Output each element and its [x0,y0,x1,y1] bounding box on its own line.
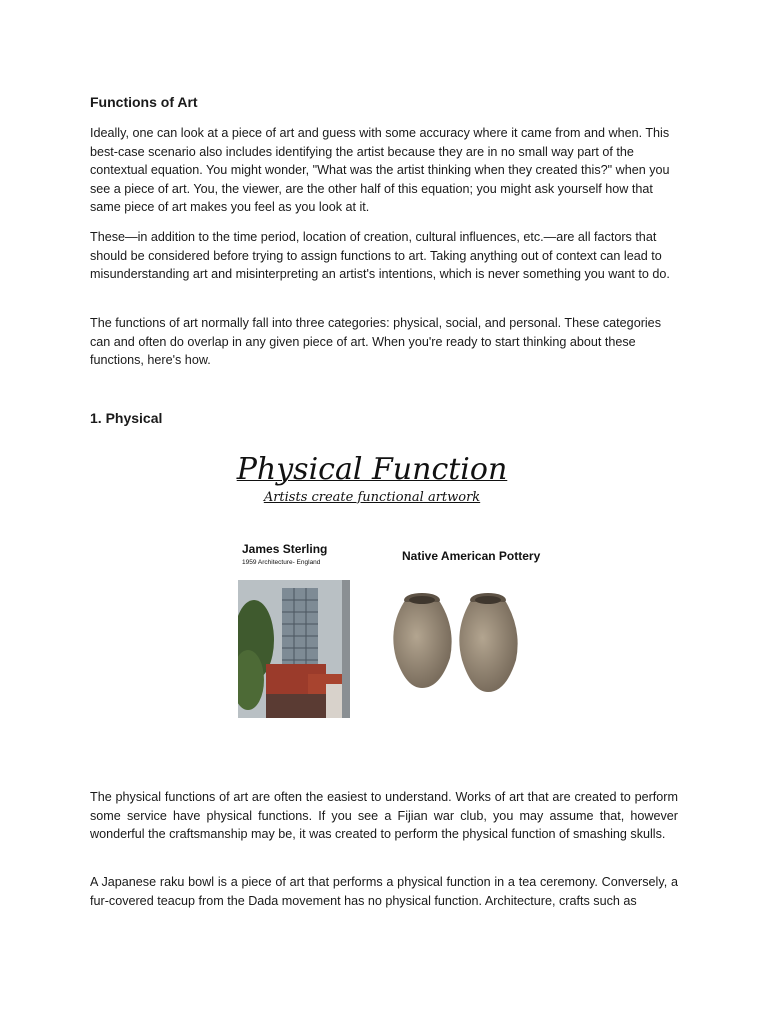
physical-function-figure [202,442,542,732]
figure-subtitle: Artists create functional artwork [263,490,481,505]
figure-label-native-american-pottery: Native American Pottery [402,549,541,563]
paragraph-5: A Japanese raku bowl is a piece of art that performs a physical function in a tea ceremony. Conversely, a fur-covered teacup from the Dada movement has no physical function. Architecture, crafts such as [90,875,678,908]
figure-label-james-sterling: James Sterling [242,542,328,556]
figure-title: Physical Function [236,452,508,487]
paragraph-3: The functions of art normally fall into three categories: physical, social, and personal. These categories can and often do overlap in any given piece of art. When you're ready to start thinking about these functions, here's how. [90,316,661,368]
page-title: Functions of Art [90,94,198,110]
building-photo [238,580,350,718]
figure-caption-architecture: 1959 Architecture- England [242,559,321,566]
paragraph-1: Ideally, one can look at a piece of art and guess with some accuracy where it came from and when. This best-case scenario also includes identifying the artist because they are in no small way part of the contextual equation. You might wonder, "What was the artist thinking when they created this?" when you see a piece of art. You, the viewer, are the other half of this equation; you might ask yourself how that same piece of art makes you feel as you look at it. [90,126,670,215]
pottery-photo [388,588,528,696]
paragraph-4: The physical functions of art are often the easiest to understand. Works of art that are created to perform some service have physical functions. If you see a Fijian war club, you may assume that, however wonderful the craftsmanship may be, it was created to perform the physical function of smashing skulls. [90,790,678,842]
paragraph-2: These—in addition to the time period, location of creation, cultural influences, etc.—are all factors that should be considered before trying to assign functions to art. Taking anything out of context can lead to misunderstanding art and misinterpreting an artist's intentions, which is never something you want to do. [90,230,670,282]
section-heading-physical: 1. Physical [90,410,163,426]
